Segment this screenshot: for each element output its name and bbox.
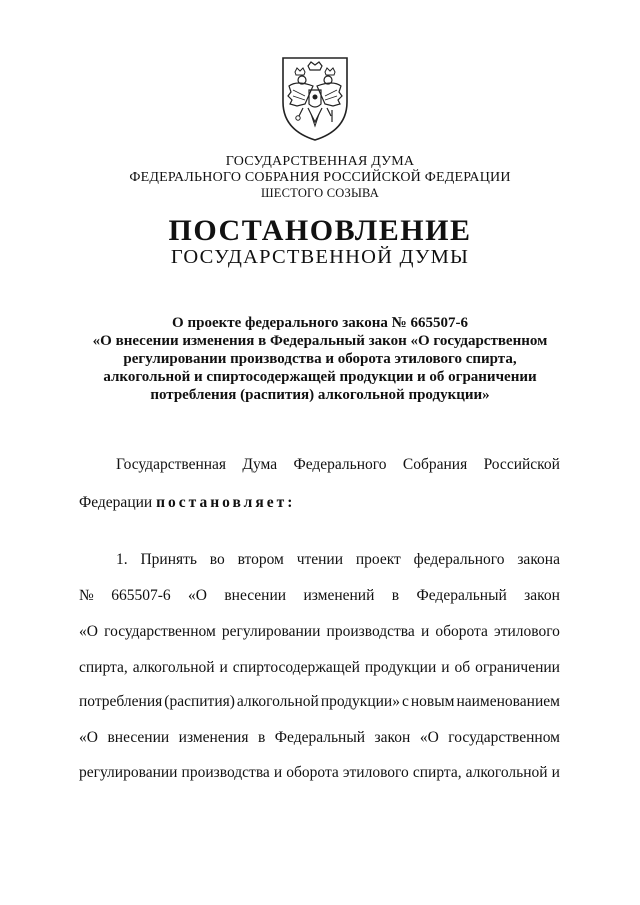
preamble-line-2	[79, 494, 295, 512]
subject-line: потребления (распития) алкогольной продукции»	[150, 387, 490, 403]
word: закон	[524, 587, 560, 604]
document-title: ПОСТАНОВЛЕНИЕ	[168, 214, 472, 247]
word: продукции	[364, 659, 437, 676]
subject-block	[70, 314, 570, 404]
word: 1.	[116, 551, 128, 568]
word: Дума	[242, 456, 278, 473]
word: Государственная	[116, 456, 227, 473]
word: изменения	[178, 729, 249, 746]
preamble-text: Федерации	[79, 494, 153, 511]
word: этилового	[494, 623, 560, 640]
word: Российской	[483, 456, 560, 473]
word: производства	[326, 623, 415, 640]
word: во	[209, 551, 225, 568]
paragraph-line	[79, 587, 560, 605]
word: и	[273, 764, 283, 781]
subject-line: «О внесении изменения в Федеральный закон «О государственном	[92, 333, 548, 349]
coat-of-arms-russia-icon	[275, 52, 355, 142]
word: потребления	[79, 693, 163, 710]
word: этилового	[342, 764, 409, 781]
word: спирта,	[412, 764, 462, 781]
paragraph-line	[79, 764, 560, 782]
word: ограничении	[475, 659, 560, 676]
subject-line: алкогольной и спиртосодержащей продукции и об ограничении	[103, 369, 537, 385]
word: спиртосодержащей	[232, 659, 360, 676]
word: «О	[188, 587, 207, 604]
word: продукции»	[320, 693, 400, 710]
paragraph-line	[116, 551, 560, 569]
word: новым	[410, 693, 455, 710]
word: в	[257, 729, 266, 746]
word: Федеральный	[416, 587, 507, 604]
word: регулировании	[79, 764, 178, 781]
word: «О	[79, 729, 98, 746]
word: и	[441, 659, 450, 676]
subject-line: регулировании производства и оборота этилового спирта,	[123, 351, 517, 367]
header-line-duma: ГОСУДАРСТВЕННАЯ ДУМА	[225, 154, 415, 169]
word: с	[401, 693, 409, 710]
word: алкогольной	[132, 659, 215, 676]
word: и	[420, 623, 430, 640]
word: алкогольной	[236, 693, 319, 710]
word: «О	[419, 729, 439, 746]
word: чтении	[296, 551, 344, 568]
word: Федеральный	[274, 729, 366, 746]
paragraph-line	[79, 693, 560, 711]
subject-line: О проекте федерального закона № 665507-6	[172, 315, 468, 331]
word: наименованием	[456, 693, 560, 710]
word: об	[454, 659, 471, 676]
word: регулировании	[221, 623, 321, 640]
paragraph-line	[79, 659, 560, 677]
word: и	[219, 659, 228, 676]
word: федерального	[413, 551, 505, 568]
header-line-assembly: ФЕДЕРАЛЬНОГО СОБРАНИЯ РОССИЙСКОЙ ФЕДЕРАЦИИ	[129, 170, 511, 185]
word: закона	[517, 551, 560, 568]
word: Федерального	[293, 456, 387, 473]
word: Принять	[140, 551, 197, 568]
paragraph-line	[79, 623, 560, 641]
word: оборота	[435, 623, 488, 640]
word: в	[391, 587, 400, 604]
word: государственном	[104, 623, 216, 640]
word: изменений	[303, 587, 375, 604]
word: проект	[355, 551, 401, 568]
word: алкогольной	[465, 764, 548, 781]
word: внесении	[107, 729, 170, 746]
word: Собрания	[402, 456, 468, 473]
word: производства	[181, 764, 270, 781]
word: оборота	[286, 764, 339, 781]
word: закон	[374, 729, 411, 746]
paragraph-line	[79, 729, 560, 747]
word: «О	[79, 623, 98, 640]
header-line-convocation: ШЕСТОГО СОЗЫВА	[260, 186, 380, 200]
word: спирта,	[79, 659, 128, 676]
word: №	[79, 587, 94, 604]
word: (распития)	[164, 693, 235, 710]
word: внесении	[224, 587, 287, 604]
word: государственном	[448, 729, 560, 746]
document-subtitle: ГОСУДАРСТВЕННОЙ ДУМЫ	[170, 246, 470, 268]
resolves-text: постановляет:	[156, 494, 296, 511]
word: 665507-6	[111, 587, 171, 604]
word: втором	[237, 551, 284, 568]
word: и	[551, 764, 560, 781]
preamble-line	[116, 456, 560, 474]
